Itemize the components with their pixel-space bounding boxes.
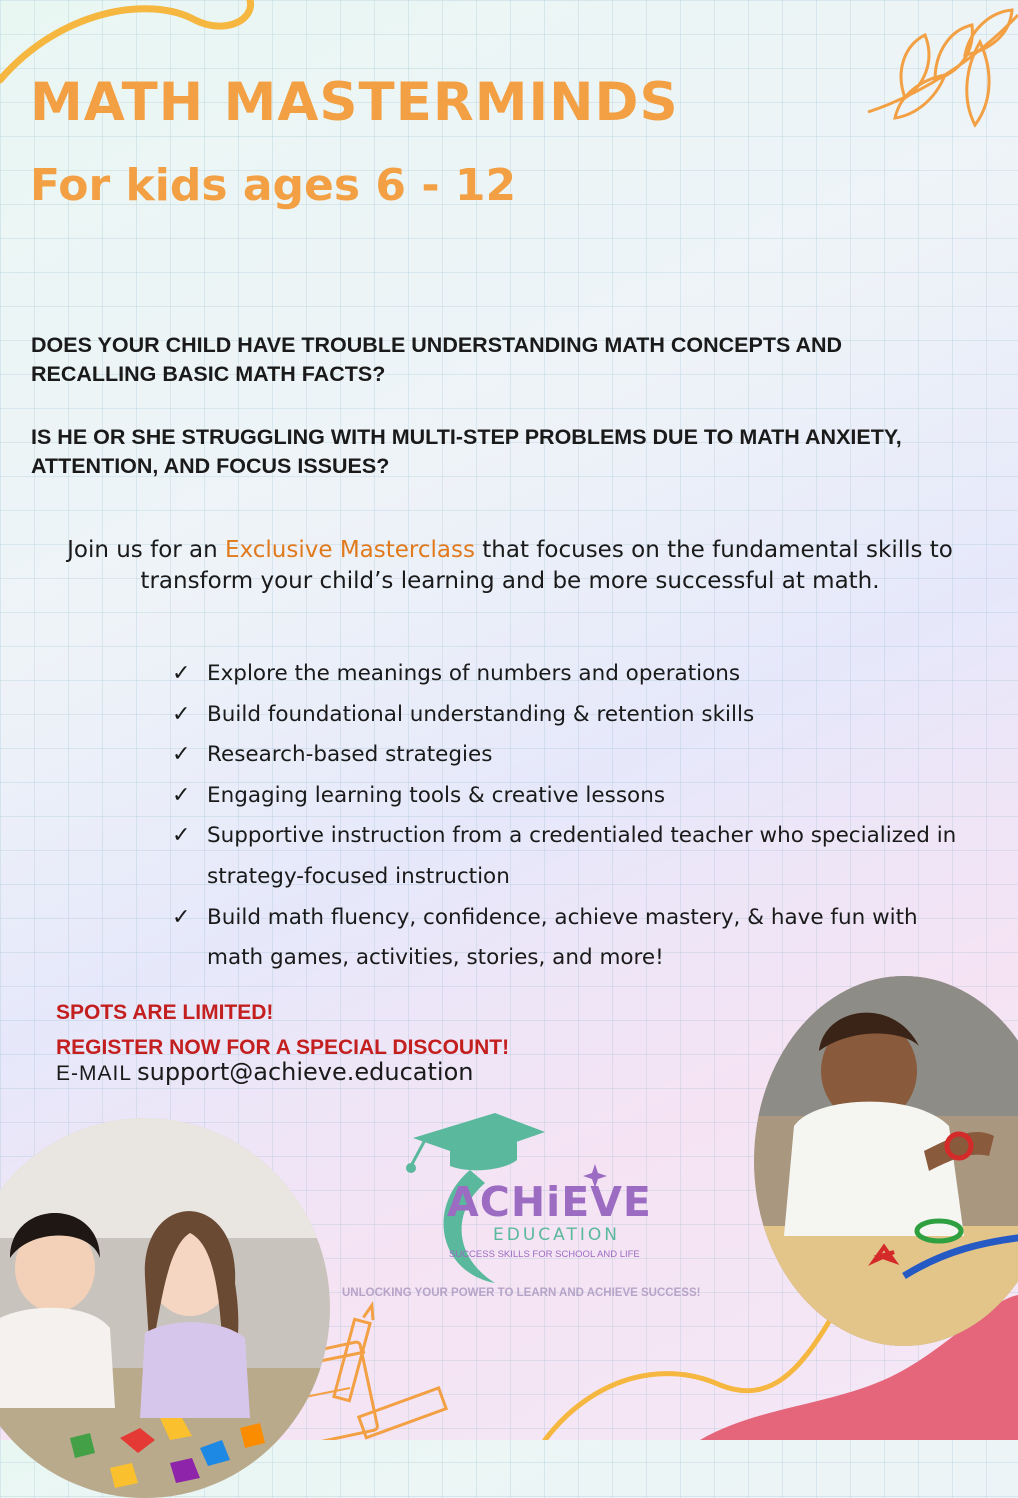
benefit-item bbox=[172, 654, 972, 695]
intro-text-before: Join us for an bbox=[67, 537, 226, 563]
intro-text-after: that focuses on the fundamental skills to transform your child’s learning and be more successful at math. bbox=[140, 537, 953, 594]
graduation-cap-icon bbox=[406, 1113, 545, 1173]
email-link[interactable]: support@achieve.education bbox=[137, 1058, 474, 1086]
benefit-text: Explore the meanings of numbers and operations bbox=[207, 661, 741, 686]
photo-girls-pattern-blocks bbox=[0, 1118, 330, 1498]
photo-boy-crafting bbox=[754, 976, 1018, 1346]
checkmark-icon: ✓ bbox=[172, 742, 191, 768]
spots-limited-notice: SPOTS ARE LIMITED! bbox=[56, 1001, 274, 1024]
page-subtitle: For kids ages 6 - 12 bbox=[30, 160, 517, 211]
benefit-text: Build math fluency, confidence, achieve mastery, & have fun with math games, activities, stories, and more! bbox=[207, 904, 918, 971]
register-notice: REGISTER NOW FOR A SPECIAL DISCOUNT! bbox=[56, 1036, 510, 1059]
leaf-branch-icon bbox=[868, 10, 1018, 125]
benefit-item bbox=[172, 776, 972, 817]
question-2: IS HE OR SHE STRUGGLING WITH MULTI-STEP PROBLEMS DUE TO MATH ANXIETY, ATTENTION, AND FOCUS ISSUES? bbox=[31, 425, 902, 478]
question-1: DOES YOUR CHILD HAVE TROUBLE UNDERSTANDING MATH CONCEPTS AND RECALLING BASIC MATH FACTS? bbox=[31, 333, 843, 386]
page-title: MATH MASTERMINDS bbox=[30, 72, 679, 133]
email-label: E-MAIL bbox=[56, 1062, 133, 1085]
benefits-list bbox=[172, 654, 972, 979]
benefit-text: Supportive instruction from a credentialed teacher who specialized in strategy-focused instruction bbox=[207, 823, 957, 889]
email-line bbox=[56, 1058, 473, 1086]
logo-subname: EDUCATION bbox=[493, 1225, 620, 1245]
benefit-text: Research-based strategies bbox=[207, 742, 493, 768]
benefit-text: Build foundational understanding & retention skills bbox=[207, 701, 755, 727]
logo-name: ACHiEVE bbox=[447, 1178, 652, 1226]
checkmark-icon: ✓ bbox=[172, 701, 191, 727]
logo-tagline: SUCCESS SKILLS FOR SCHOOL AND LIFE bbox=[449, 1249, 640, 1260]
benefit-item bbox=[172, 695, 972, 736]
benefit-item bbox=[172, 735, 972, 776]
checkmark-icon: ✓ bbox=[172, 904, 191, 930]
slogan: UNLOCKING YOUR POWER TO LEARN AND ACHIEVE SUCCESS! bbox=[342, 1287, 701, 1299]
ruler-icon bbox=[359, 1388, 446, 1438]
checkmark-icon: ✓ bbox=[172, 823, 191, 849]
benefit-text: Engaging learning tools & creative lessons bbox=[207, 782, 666, 808]
pencil-icon bbox=[334, 1304, 377, 1401]
benefit-item bbox=[172, 898, 972, 979]
intro-highlight: Exclusive Masterclass bbox=[225, 537, 475, 563]
checkmark-icon: ✓ bbox=[172, 661, 191, 686]
intro-paragraph bbox=[60, 535, 960, 597]
checkmark-icon: ✓ bbox=[172, 782, 191, 808]
benefit-item bbox=[172, 816, 972, 897]
top-left-swirl bbox=[0, 0, 251, 80]
